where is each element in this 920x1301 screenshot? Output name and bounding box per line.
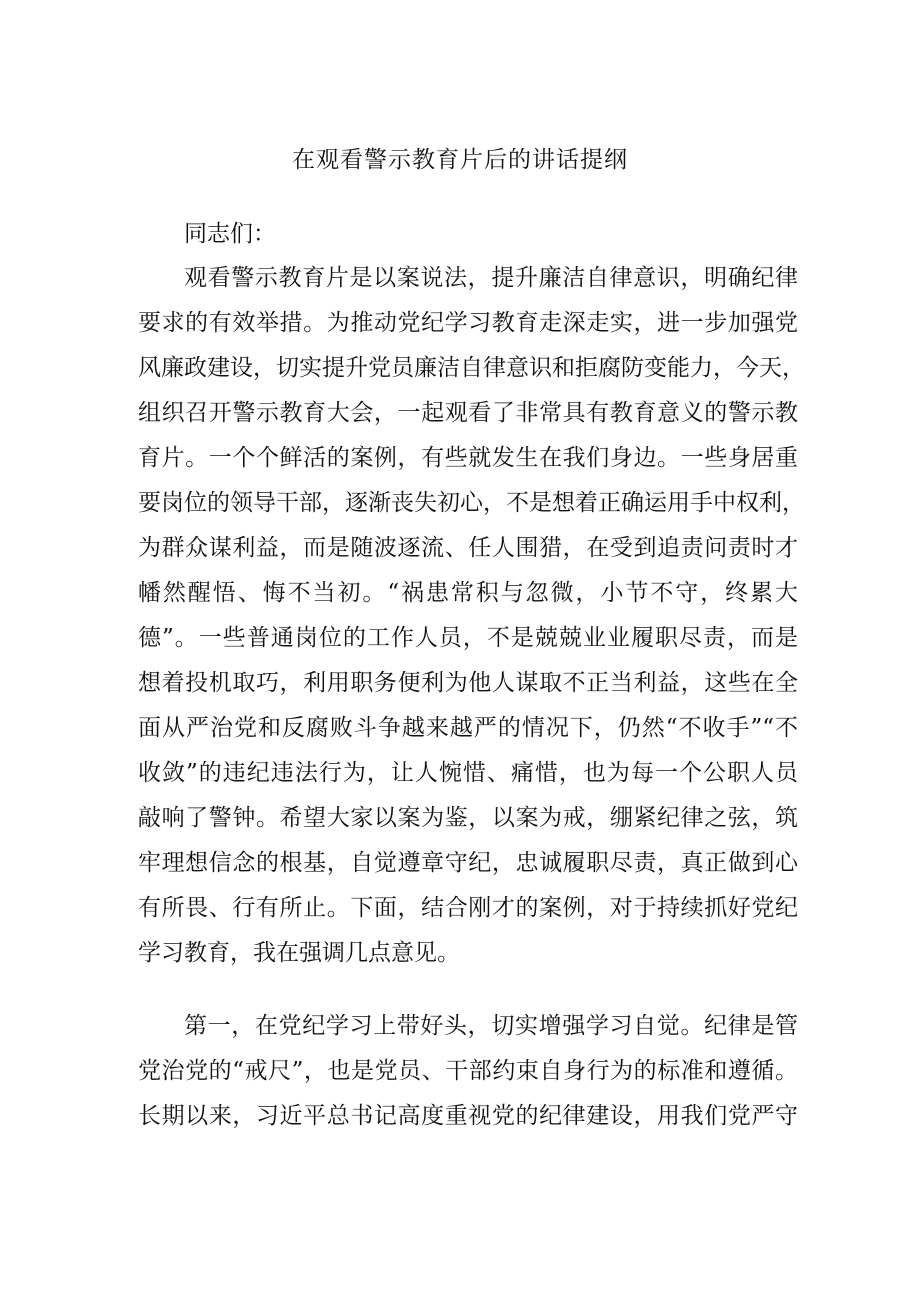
paragraph-line: 收敛”的违纪违法行为，让人惋惜、痛惜，也为每一个公职人员 bbox=[138, 760, 798, 786]
paragraph-line: 风廉政建设，切实提升党员廉洁自律意识和拒腐防变能力，今天， bbox=[138, 355, 805, 381]
paragraph-line: 长期以来，习近平总书记高度重视党的纪律建设，用我们党严守 bbox=[138, 1103, 798, 1129]
document-title: 在观看警示教育片后的讲话提纲 bbox=[292, 147, 628, 173]
paragraph-line: 幡然醒悟、悔不当初。“祸患常积与忽微，小节不守，终累大 bbox=[138, 580, 798, 606]
paragraph-line: 组织召开警示教育大会，一起观看了非常具有教育意义的警示教 bbox=[138, 400, 798, 426]
paragraph-line: 敲响了警钟。希望大家以案为鉴，以案为戒，绷紧纪律之弦，筑 bbox=[138, 805, 798, 831]
paragraph-line: 有所畏、行有所止。下面，结合刚才的案例，对于持续抓好党纪 bbox=[138, 895, 798, 921]
paragraph-line: 学习教育，我在强调几点意见。 bbox=[138, 940, 460, 966]
paragraph-line: 要求的有效举措。为推动党纪学习教育走深走实，进一步加强党 bbox=[138, 310, 798, 336]
paragraph-line: 面从严治党和反腐败斗争越来越严的情况下，仍然“不收手”“不 bbox=[138, 715, 798, 741]
paragraph-line: 观看警示教育片是以案说法，提升廉洁自律意识，明确纪律 bbox=[184, 265, 798, 291]
paragraph-line: 德”。一些普通岗位的工作人员，不是兢兢业业履职尽责，而是 bbox=[138, 625, 798, 651]
paragraph-line: 育片。一个个鲜活的案例，有些就发生在我们身边。一些身居重 bbox=[138, 445, 798, 471]
salutation: 同志们： bbox=[184, 221, 276, 247]
paragraph-line: 要岗位的领导干部，逐渐丧失初心，不是想着正确运用手中权利， bbox=[138, 490, 805, 516]
paragraph-line: 想着投机取巧，利用职务便利为他人谋取不正当利益，这些在全 bbox=[138, 670, 798, 696]
paragraph-line: 牢理想信念的根基，自觉遵章守纪，忠诚履职尽责，真正做到心 bbox=[138, 850, 798, 876]
paragraph-line: 党治党的“戒尺”，也是党员、干部约束自身行为的标准和遵循。 bbox=[138, 1058, 798, 1084]
paragraph-line: 第一，在党纪学习上带好头，切实增强学习自觉。纪律是管 bbox=[184, 1013, 798, 1039]
paragraph-line: 为群众谋利益，而是随波逐流、任人围猎，在受到追责问责时才 bbox=[138, 535, 798, 561]
